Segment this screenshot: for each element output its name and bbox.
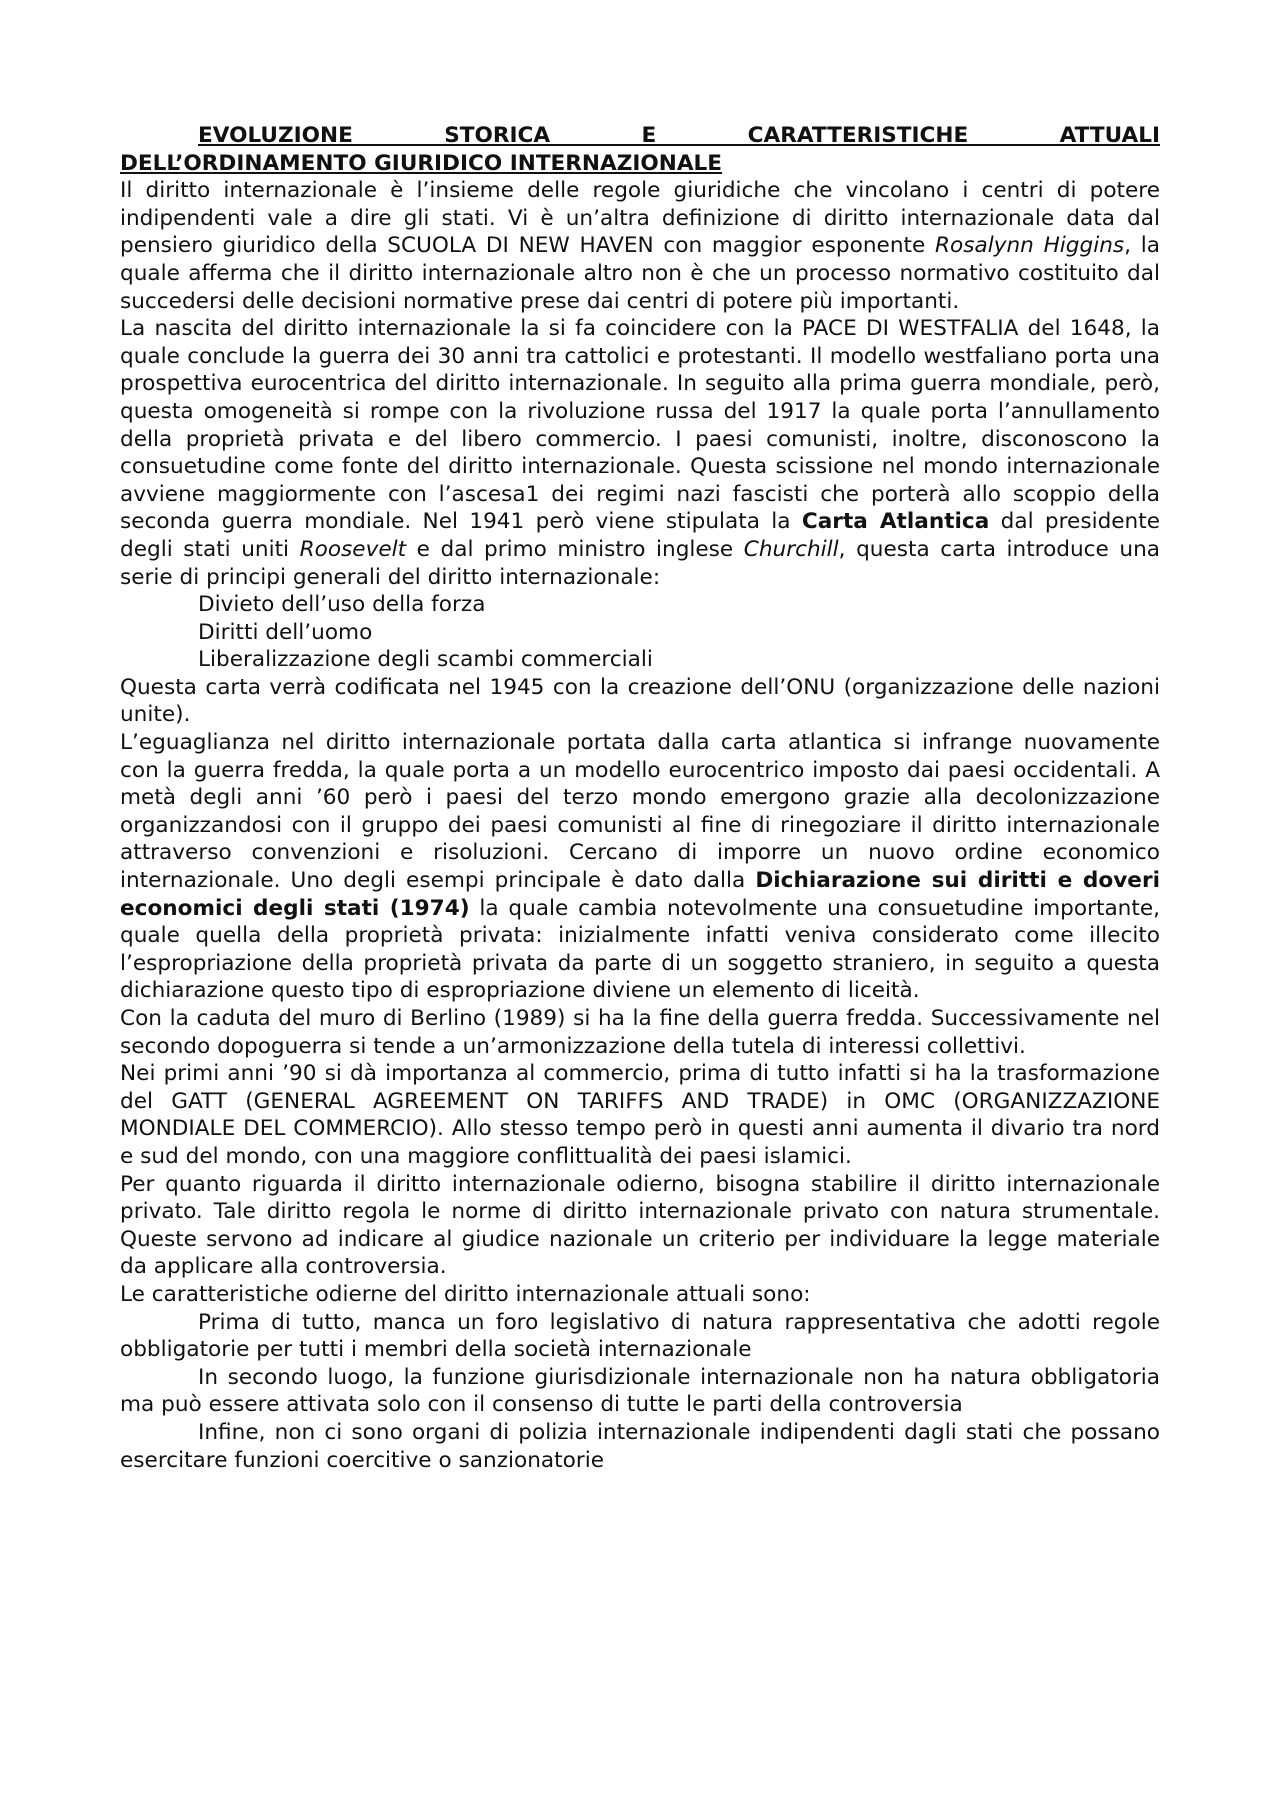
list-item: Liberalizzazione degli scambi commerciali xyxy=(198,647,653,673)
list-item: In secondo luogo, la funzione giurisdizionale internazionale non ha natura obbligatoria ma può essere attivata solo con il consenso di tutte le parti della controversia xyxy=(120,1364,1160,1418)
principles-list xyxy=(120,591,1160,674)
list-item: Prima di tutto, manca un foro legislativo di natura rappresentativa che adotti regole obbligatorie per tutti i membri della società internazionale xyxy=(120,1309,1160,1363)
document-body xyxy=(120,122,1160,1474)
roosevelt-name: Roosevelt xyxy=(299,536,407,562)
paragraph-berlin: Con la caduta del muro di Berlino (1989) si ha la fine della guerra fredda. Successivamente nel secondo dopoguerra si tende a un’armonizzazione della tutela di interessi collettivi. xyxy=(120,1006,1160,1059)
paragraph-private-law: Per quanto riguarda il diritto internazionale odierno, bisogna stabilire il diritto internazionale privato. Tale diritto regola le norme di diritto internazionale privato con natura strumentale. Queste servono ad indicare al giudice nazionale un criterio per individuare la legge materiale da applicare alla controversia. xyxy=(120,1171,1160,1280)
carta-atlantica: Carta Atlantica xyxy=(801,509,990,535)
list-item: Infine, non ci sono organi di polizia internazionale indipendenti dagli stati che possano esercitare funzioni coercitive o sanzionatorie xyxy=(120,1419,1160,1473)
author-name: Rosalynn Higgins xyxy=(935,233,1125,259)
paragraph-onu: Questa carta verrà codificata nel 1945 con la creazione dell’ONU (organizzazione delle nazioni unite). xyxy=(120,674,1160,728)
paragraph-features-intro: Le caratteristiche odierne del diritto internazionale attuali sono: xyxy=(120,1281,811,1307)
list-item: Diritti dell’uomo xyxy=(198,619,373,645)
document-title xyxy=(120,122,1160,177)
paragraph-commerce: Nei primi anni ’90 si dà importanza al commercio, prima di tutto infatti si ha la trasformazione del GATT (GENERAL AGREEMENT ON TARIFFS AND TRADE) in OMC (ORGANIZZAZIONE MONDIALE DEL COMMERCIO). Allo stesso tempo però in questi anni aumenta il divario tra nord e sud del mondo, con una maggiore conflittualità dei paesi islamici. xyxy=(120,1061,1160,1169)
declaration-title: Dichiarazione sui diritti e doveri economici degli stati (1974) xyxy=(120,868,1161,921)
churchill-name: Churchill xyxy=(743,536,839,562)
title-line-1: EVOLUZIONE STORICA E CARATTERISTICHE ATTUALI xyxy=(198,123,1160,148)
paragraph-definition: Il diritto internazionale è l’insieme delle regole giuridiche che vincolano i centri di potere indipendenti vale a dire gli stati. Vi è un’altra definizione di diritto internazionale data dal pensiero giuridico della SCUOLA DI NEW HAVEN con maggior esponente Rosalynn Higgins, la quale afferma che il diritto internazionale altro non è che un processo normativo costituito dal succedersi delle decisioni normative prese dai centri di potere più importanti. xyxy=(120,178,1160,314)
paragraph-cold-war: L’eguaglianza nel diritto internazionale portata dalla carta atlantica si infrange nuovamente con la guerra fredda, la quale porta a un modello eurocentrico imposto dai paesi occidentali. A metà degli anni ’60 però i paesi del terzo mondo emergono grazie alla decolonizzazione organizzandosi con il gruppo dei paesi comunisti al fine di rinegoziare il diritto internazionale attraverso convenzioni e risoluzioni. Cercano di imporre un nuovo ordine economico internazionale. Uno degli esempi principale è dato dalla Dichiarazione sui diritti e doveri economici degli stati (1974) la quale cambia notevolmente una consuetudine importante, quale quella della proprietà privata: inizialmente infatti veniva considerato come illecito l’espropriazione della proprietà privata da parte di un soggetto straniero, in seguito a questa dichiarazione questo tipo di espropriazione diviene un elemento di liceità. xyxy=(120,730,1161,1004)
title-line-2: DELL’ORDINAMENTO GIURIDICO INTERNAZIONALE xyxy=(120,150,723,176)
paragraph-history: La nascita del diritto internazionale la si fa coincidere con la PACE DI WESTFALIA del 1648, la quale conclude la guerra dei 30 anni tra cattolici e protestanti. Il modello westfaliano porta una prospettiva eurocentrica del diritto internazionale. In seguito alla prima guerra mondiale, però, questa omogeneità si rompe con la rivoluzione russa del 1917 la quale porta l’annullamento della proprietà privata e del libero commercio. I paesi comunisti, inoltre, disconoscono la consuetudine come fonte del diritto internazionale. Questa scissione nel mondo internazionale avviene maggiormente con l’ascesa1 dei regimi nazi fascisti che porterà allo scoppio della seconda guerra mondiale. Nel 1941 però viene stipulata la Carta Atlantica dal presidente degli stati uniti Roosevelt e dal primo ministro inglese Churchill, questa carta introduce una serie di principi generali del diritto internazionale: xyxy=(120,316,1160,590)
features-list xyxy=(120,1309,1160,1475)
list-item: Divieto dell’uso della forza xyxy=(198,592,486,618)
